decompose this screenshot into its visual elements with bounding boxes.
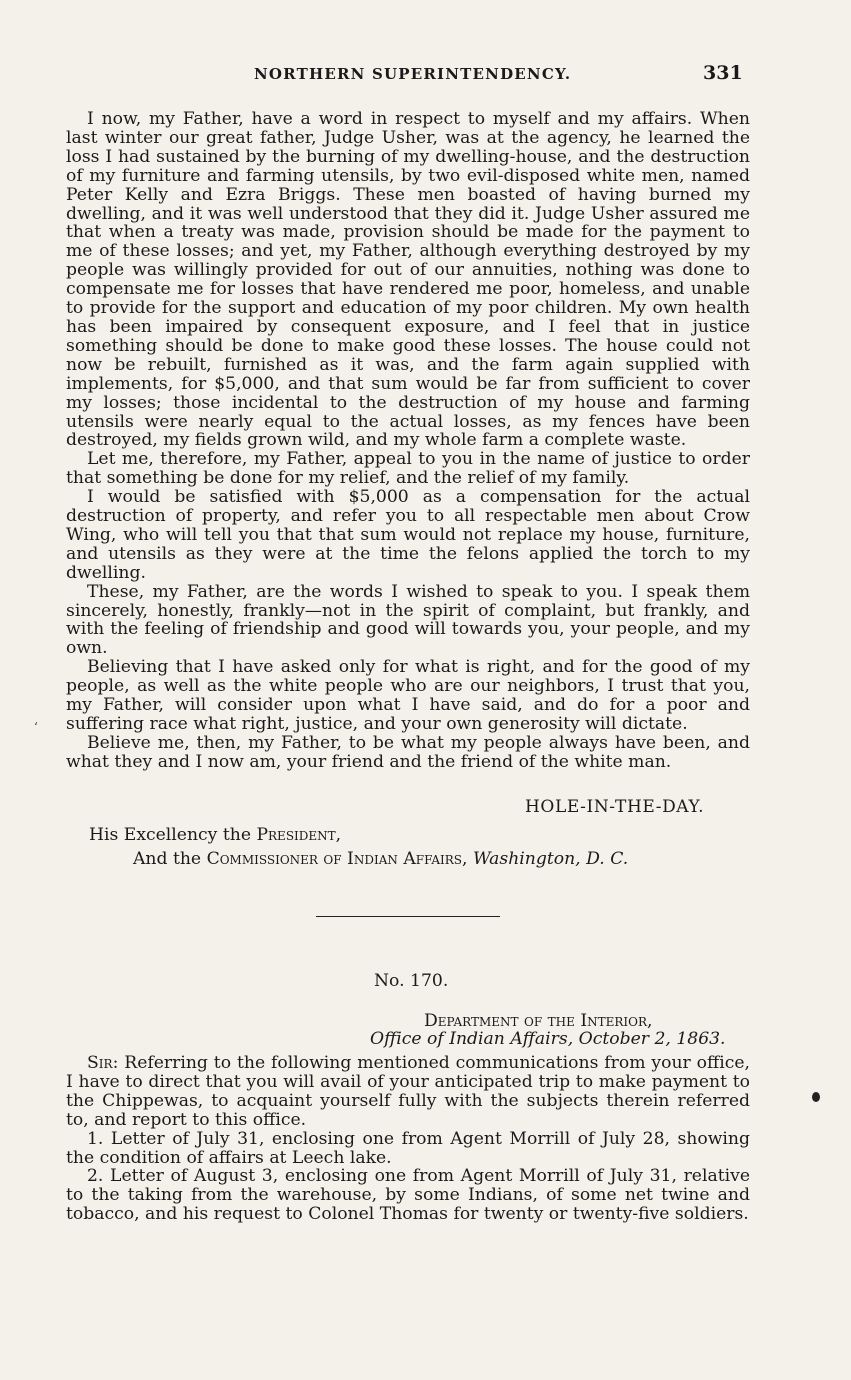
letter-paragraph: I would be satisfied with $5,000 as a compensation for the actual destruction of property, and refer you to all respectable men about Crow Wing, who will tell you that that sum would not replace my house, furniture, and utensils as they were at the time the felons applied the torch to my dwelling. bbox=[66, 487, 750, 583]
instructions-paragraph: 2. Letter of August 3, enclosing one from Agent Morrill of July 31, relative to the taking from the warehouse, by some Indians, of some net twine and tobacco, and his request to Colonel Thomas for twenty or twenty-five soldiers. bbox=[66, 1166, 750, 1225]
addressee-title: President, bbox=[256, 825, 342, 845]
addressee-prefix: And the bbox=[133, 849, 207, 869]
letter-body bbox=[66, 110, 750, 772]
addressee-line bbox=[89, 823, 628, 847]
letter-paragraph: Let me, therefore, my Father, appeal to you in the name of justice to order that something be done for my relief, and the relief of my family. bbox=[66, 449, 750, 489]
ink-smudge bbox=[812, 1092, 820, 1102]
running-title: NORTHERN SUPERINTENDENCY. bbox=[254, 65, 572, 83]
section-divider bbox=[316, 916, 500, 917]
office-dateline: Office of Indian Affairs, October 2, 1863. bbox=[370, 1029, 726, 1049]
addressee-block bbox=[89, 823, 628, 871]
instructions-paragraph: 1. Letter of July 31, enclosing one from Agent Morrill of July 28, showing the condition of affairs at Leech lake. bbox=[66, 1128, 750, 1168]
letter-paragraph: These, my Father, are the words I wished to speak to you. I speak them sincerely, honestly, frankly—not in the spirit of complaint, but frankly, and with the feeling of friendship and good will towards you, your people, and my own. bbox=[66, 581, 750, 659]
letter-paragraph: Believing that I have asked only for what is right, and for the good of my people, as well as the white people who are our neighbors, I trust that you, my Father, will consider upon what I have said, and do for a poor and suffering race what right, justice, and your own generosity will dictate. bbox=[66, 657, 750, 734]
margin-speck: ‘ bbox=[34, 720, 38, 734]
addressee-place: Washington, D. C. bbox=[472, 849, 629, 869]
letter-paragraph: Believe me, then, my Father, to be what my people always have been, and what they and I now am, your friend and the friend of the white man. bbox=[66, 732, 750, 772]
running-head bbox=[0, 62, 851, 88]
letter-paragraph: I now, my Father, have a word in respect to myself and my affairs. When last winter our great father, Judge Usher, was at the agency, he learned the loss I had sustained by the burning of my dwelling-house, and the destruction of my furniture and farming utensils, by two evil-disposed white men, named Peter Kelly and Ezra Briggs. These men boasted of having burned my dwelling, and it was well understood that they did it. Judge Usher assured me that when a treaty was made, provision should be made for the payment to me of these losses; and yet, my Father, although everything destroyed by my people was willingly provided for out of our annuities, nothing was done to compensate me for losses that have rendered me poor, homeless, and unable to provide for the support and education of my poor children. My own health has been impaired by consequent exposure, and I feel that in justice something should be done to make good these losses. The house could not now be rebuilt, furnished as it was, and the farm again supplied with implements, for $5,000, and that sum would be far from sufficient to cover my losses; those incidental to the destruction of my house and farming utensils were nearly equal to the actual losses, as my fences have been destroyed, my fields grown wild, and my whole farm a complete waste. bbox=[66, 109, 750, 451]
addressee-prefix: His Excellency the bbox=[89, 825, 257, 845]
addressee-line bbox=[89, 847, 628, 871]
instructions-body bbox=[66, 1054, 750, 1224]
instructions-paragraph bbox=[66, 1054, 750, 1130]
document-number: No. 170. bbox=[374, 971, 449, 991]
signature: HOLE-IN-THE-DAY. bbox=[525, 797, 705, 817]
instructions-text: : Referring to the following mentioned communications from your office, I have to direct that you will avail of your anticipated trip to make payment to the Chippewas, to acquaint yourself fully with the subjects therein referred to, and report to this office. bbox=[66, 1053, 750, 1130]
page-number: 331 bbox=[703, 62, 743, 84]
salutation: Sir bbox=[87, 1053, 113, 1073]
addressee-title: Commissioner of Indian Affairs, bbox=[206, 849, 468, 869]
department-heading: Department of the Interior, bbox=[424, 1011, 653, 1031]
